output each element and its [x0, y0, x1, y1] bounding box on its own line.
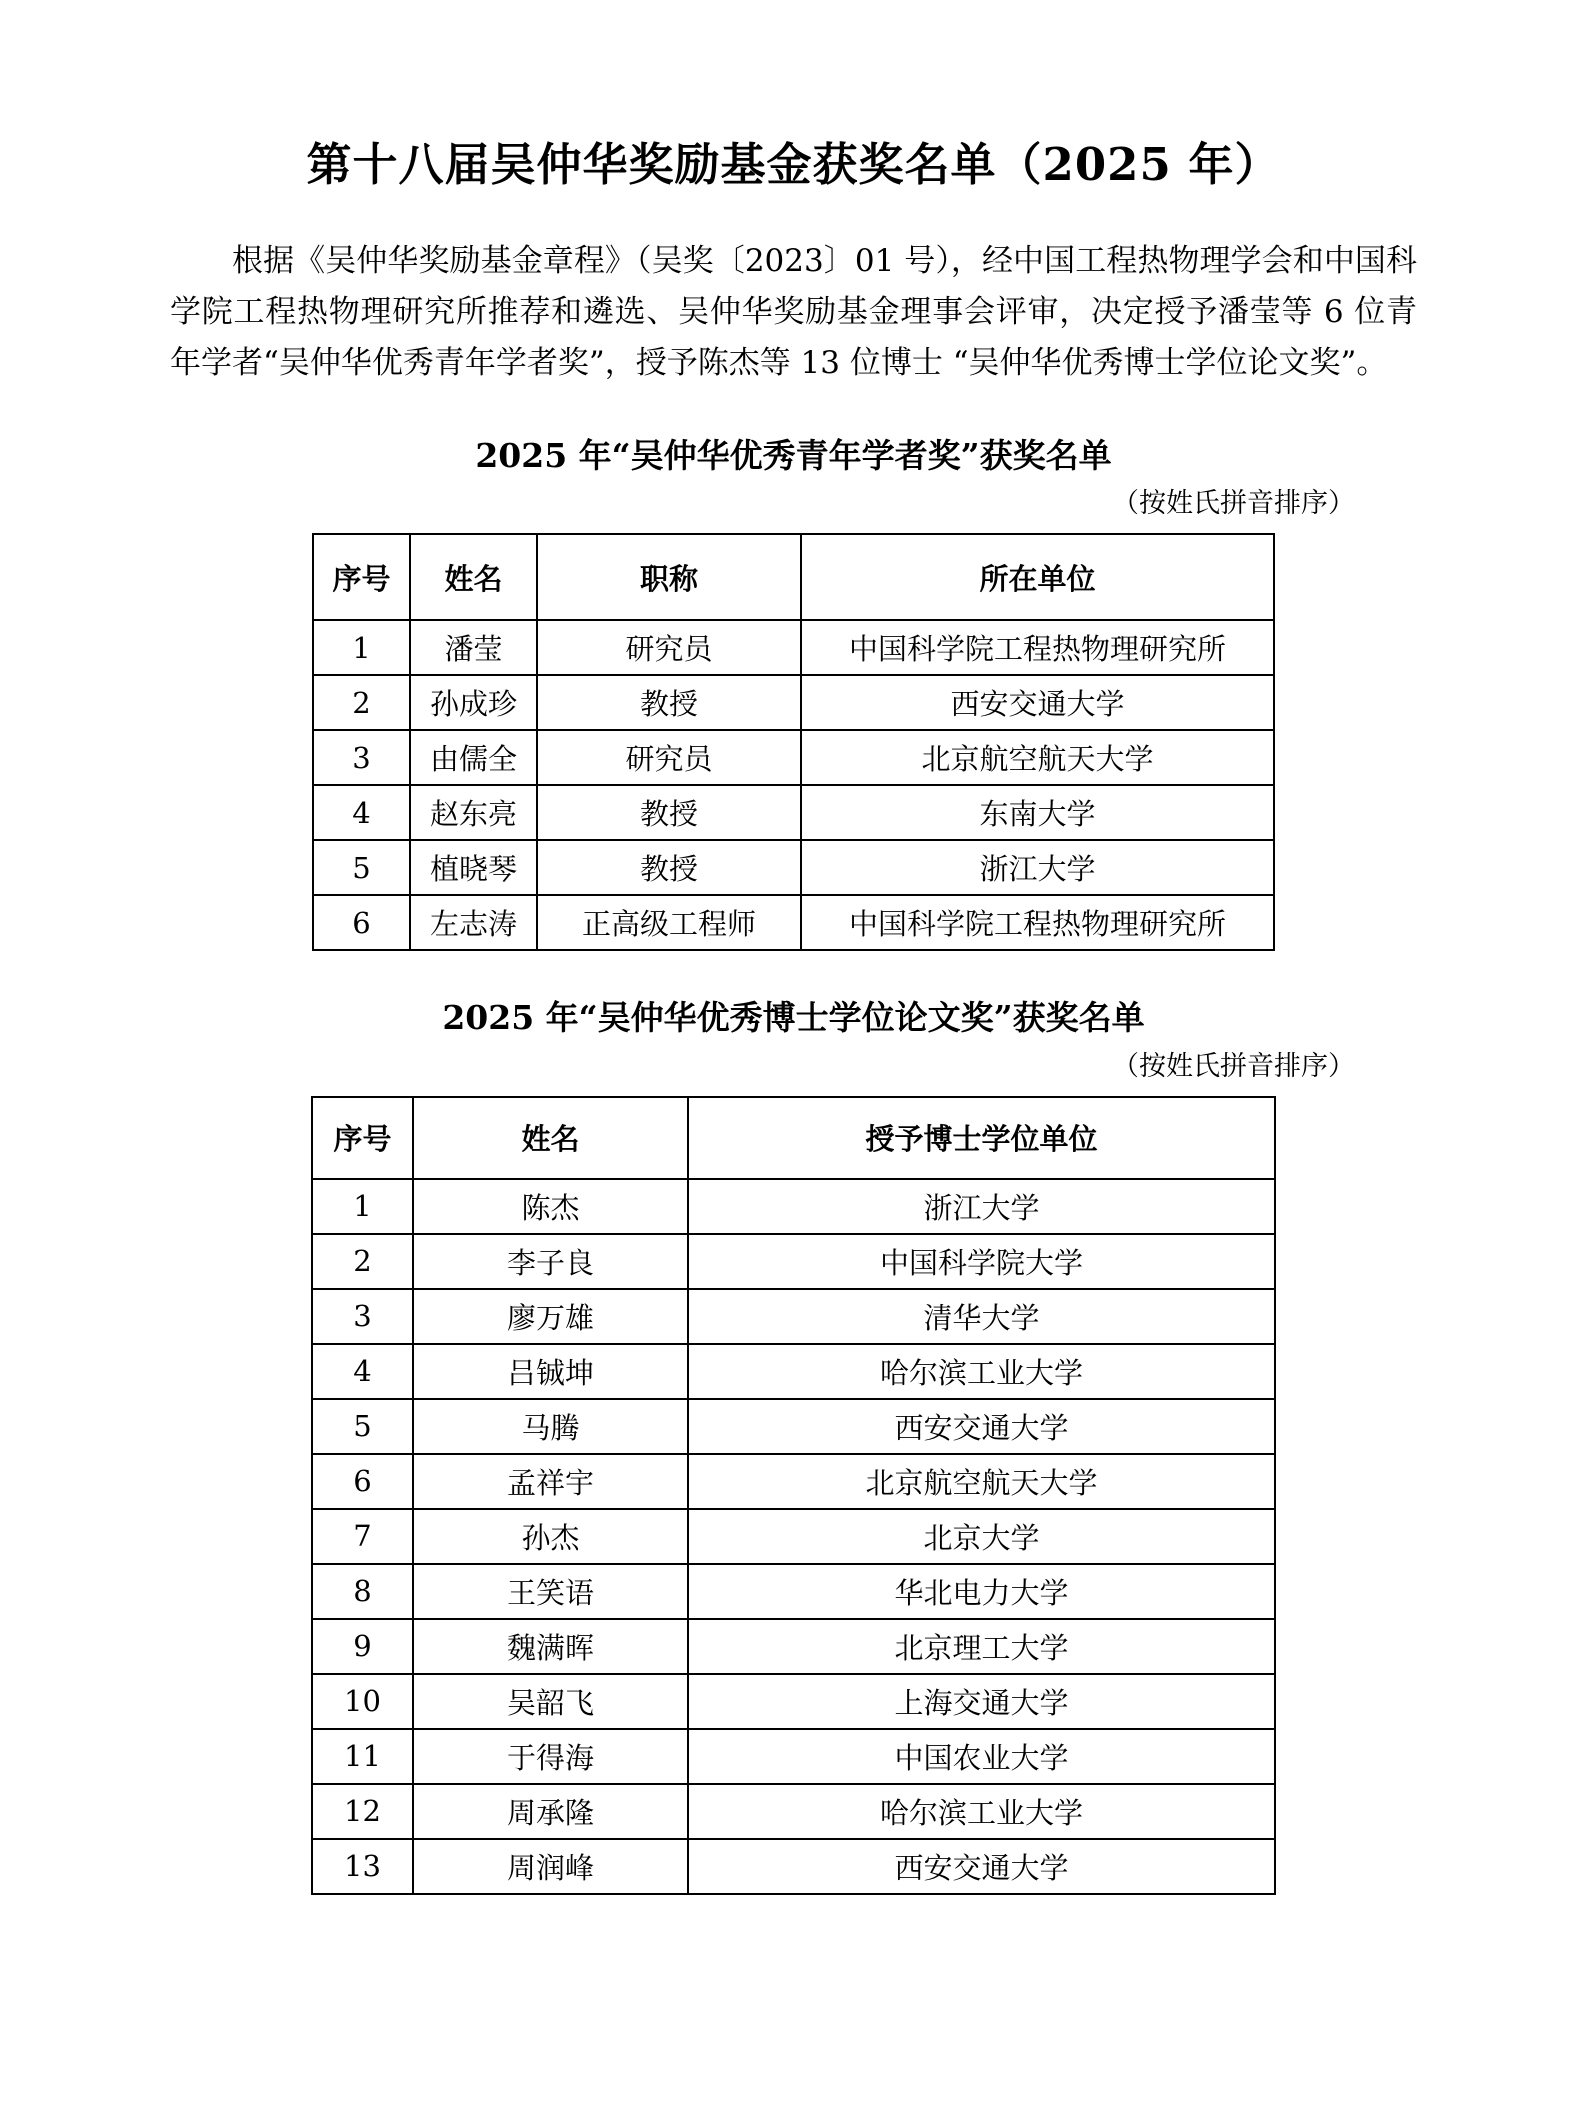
header-cell: 职称: [537, 534, 801, 620]
table-row: [312, 1179, 1275, 1234]
table-cell: 5: [312, 1399, 413, 1454]
table-cell: 3: [312, 1289, 413, 1344]
table-cell: 哈尔滨工业大学: [688, 1344, 1275, 1399]
table-cell: 西安交通大学: [688, 1399, 1275, 1454]
table-cell: 12: [312, 1784, 413, 1839]
table-row: [312, 1399, 1275, 1454]
table-cell: 北京航空航天大学: [688, 1454, 1275, 1509]
table-cell: 植晓琴: [410, 840, 537, 895]
table-cell: 孙成珍: [410, 675, 537, 730]
table-cell: 13: [312, 1839, 413, 1894]
table-cell: 廖万雄: [413, 1289, 688, 1344]
table-cell: 由儒全: [410, 730, 537, 785]
table-cell: 浙江大学: [688, 1179, 1275, 1234]
table-cell: 研究员: [537, 620, 801, 675]
table-cell: 研究员: [537, 730, 801, 785]
header-cell: 序号: [313, 534, 410, 620]
table-cell: 潘莹: [410, 620, 537, 675]
table-row: [312, 1619, 1275, 1674]
table-row: [312, 1289, 1275, 1344]
table-cell: 魏满晖: [413, 1619, 688, 1674]
table-cell: 10: [312, 1674, 413, 1729]
table-cell: 孟祥宇: [413, 1454, 688, 1509]
table-cell: 教授: [537, 785, 801, 840]
table-cell: 赵东亮: [410, 785, 537, 840]
sort-note-phd-thesis: （按姓氏拼音排序）: [1112, 1050, 1355, 1082]
table-cell: 5: [313, 840, 410, 895]
table-cell: 于得海: [413, 1729, 688, 1784]
table-row: [313, 895, 1274, 950]
table-cell: 吕铖坤: [413, 1344, 688, 1399]
young-scholar-award-table: [312, 533, 1275, 951]
table-cell: 4: [313, 785, 410, 840]
table-cell: 11: [312, 1729, 413, 1784]
table-cell: 8: [312, 1564, 413, 1619]
table-cell: 左志涛: [410, 895, 537, 950]
table-cell: 马腾: [413, 1399, 688, 1454]
table-row: [313, 675, 1274, 730]
table-cell: 6: [312, 1454, 413, 1509]
table-cell: 6: [313, 895, 410, 950]
table-cell: 西安交通大学: [801, 675, 1274, 730]
table-cell: 西安交通大学: [688, 1839, 1275, 1894]
table-cell: 1: [312, 1179, 413, 1234]
table-cell: 中国农业大学: [688, 1729, 1275, 1784]
table-cell: 王笑语: [413, 1564, 688, 1619]
table-cell: 李子良: [413, 1234, 688, 1289]
sort-note-young-scholar: （按姓氏拼音排序）: [1112, 488, 1355, 520]
header-cell: 序号: [312, 1097, 413, 1179]
table-row: [312, 1509, 1275, 1564]
table-cell: 3: [313, 730, 410, 785]
table-row: [312, 1564, 1275, 1619]
table-row: [313, 785, 1274, 840]
table-cell: 孙杰: [413, 1509, 688, 1564]
section-heading-phd-thesis: 2025 年“吴仲华优秀博士学位论文奖”获奖名单: [442, 998, 1145, 1038]
header-cell: 姓名: [410, 534, 537, 620]
document-title: 第十八届吴仲华奖励基金获奖名单（2025 年）: [306, 138, 1281, 191]
header-cell: 所在单位: [801, 534, 1274, 620]
table-row: [312, 1344, 1275, 1399]
table-cell: 周承隆: [413, 1784, 688, 1839]
table-cell: 教授: [537, 840, 801, 895]
table-cell: 9: [312, 1619, 413, 1674]
section-heading-young-scholar: 2025 年“吴仲华优秀青年学者奖”获奖名单: [475, 436, 1112, 475]
table-cell: 东南大学: [801, 785, 1274, 840]
header-cell: 授予博士学位单位: [688, 1097, 1275, 1179]
table-row: [312, 1234, 1275, 1289]
table-cell: 北京大学: [688, 1509, 1275, 1564]
intro-paragraph: 根据《吴仲华奖励基金章程》（吴奖〔2023〕01 号），经中国工程热物理学会和中国科学院工程热物理研究所推荐和遴选、吴仲华奖励基金理事会评审，决定授予潘莹等 6 位青年学者“吴仲华优秀青年学者奖”，授予陈杰等 13 位博士 “吴仲华优秀博士学位论文奖”。: [170, 243, 1417, 381]
table-row: [313, 620, 1274, 675]
header-cell: 姓名: [413, 1097, 688, 1179]
table-cell: 正高级工程师: [537, 895, 801, 950]
table-cell: 中国科学院大学: [688, 1234, 1275, 1289]
table-row: [313, 730, 1274, 785]
table-cell: 2: [313, 675, 410, 730]
table-header-row: [313, 534, 1274, 620]
table-cell: 北京理工大学: [688, 1619, 1275, 1674]
table-cell: 中国科学院工程热物理研究所: [801, 620, 1274, 675]
table-cell: 上海交通大学: [688, 1674, 1275, 1729]
table-cell: 清华大学: [688, 1289, 1275, 1344]
table-row: [312, 1674, 1275, 1729]
table-cell: 4: [312, 1344, 413, 1399]
table-cell: 浙江大学: [801, 840, 1274, 895]
table-row: [312, 1729, 1275, 1784]
table-cell: 华北电力大学: [688, 1564, 1275, 1619]
table-row: [312, 1454, 1275, 1509]
table-cell: 教授: [537, 675, 801, 730]
table-row: [313, 840, 1274, 895]
table-cell: 1: [313, 620, 410, 675]
table-row: [312, 1784, 1275, 1839]
table-cell: 7: [312, 1509, 413, 1564]
table-cell: 2: [312, 1234, 413, 1289]
table-row: [312, 1839, 1275, 1894]
table-cell: 吴韶飞: [413, 1674, 688, 1729]
phd-thesis-award-table: [311, 1096, 1276, 1895]
table-cell: 中国科学院工程热物理研究所: [801, 895, 1274, 950]
table-cell: 北京航空航天大学: [801, 730, 1274, 785]
table-cell: 哈尔滨工业大学: [688, 1784, 1275, 1839]
table-header-row: [312, 1097, 1275, 1179]
table-cell: 周润峰: [413, 1839, 688, 1894]
table-cell: 陈杰: [413, 1179, 688, 1234]
